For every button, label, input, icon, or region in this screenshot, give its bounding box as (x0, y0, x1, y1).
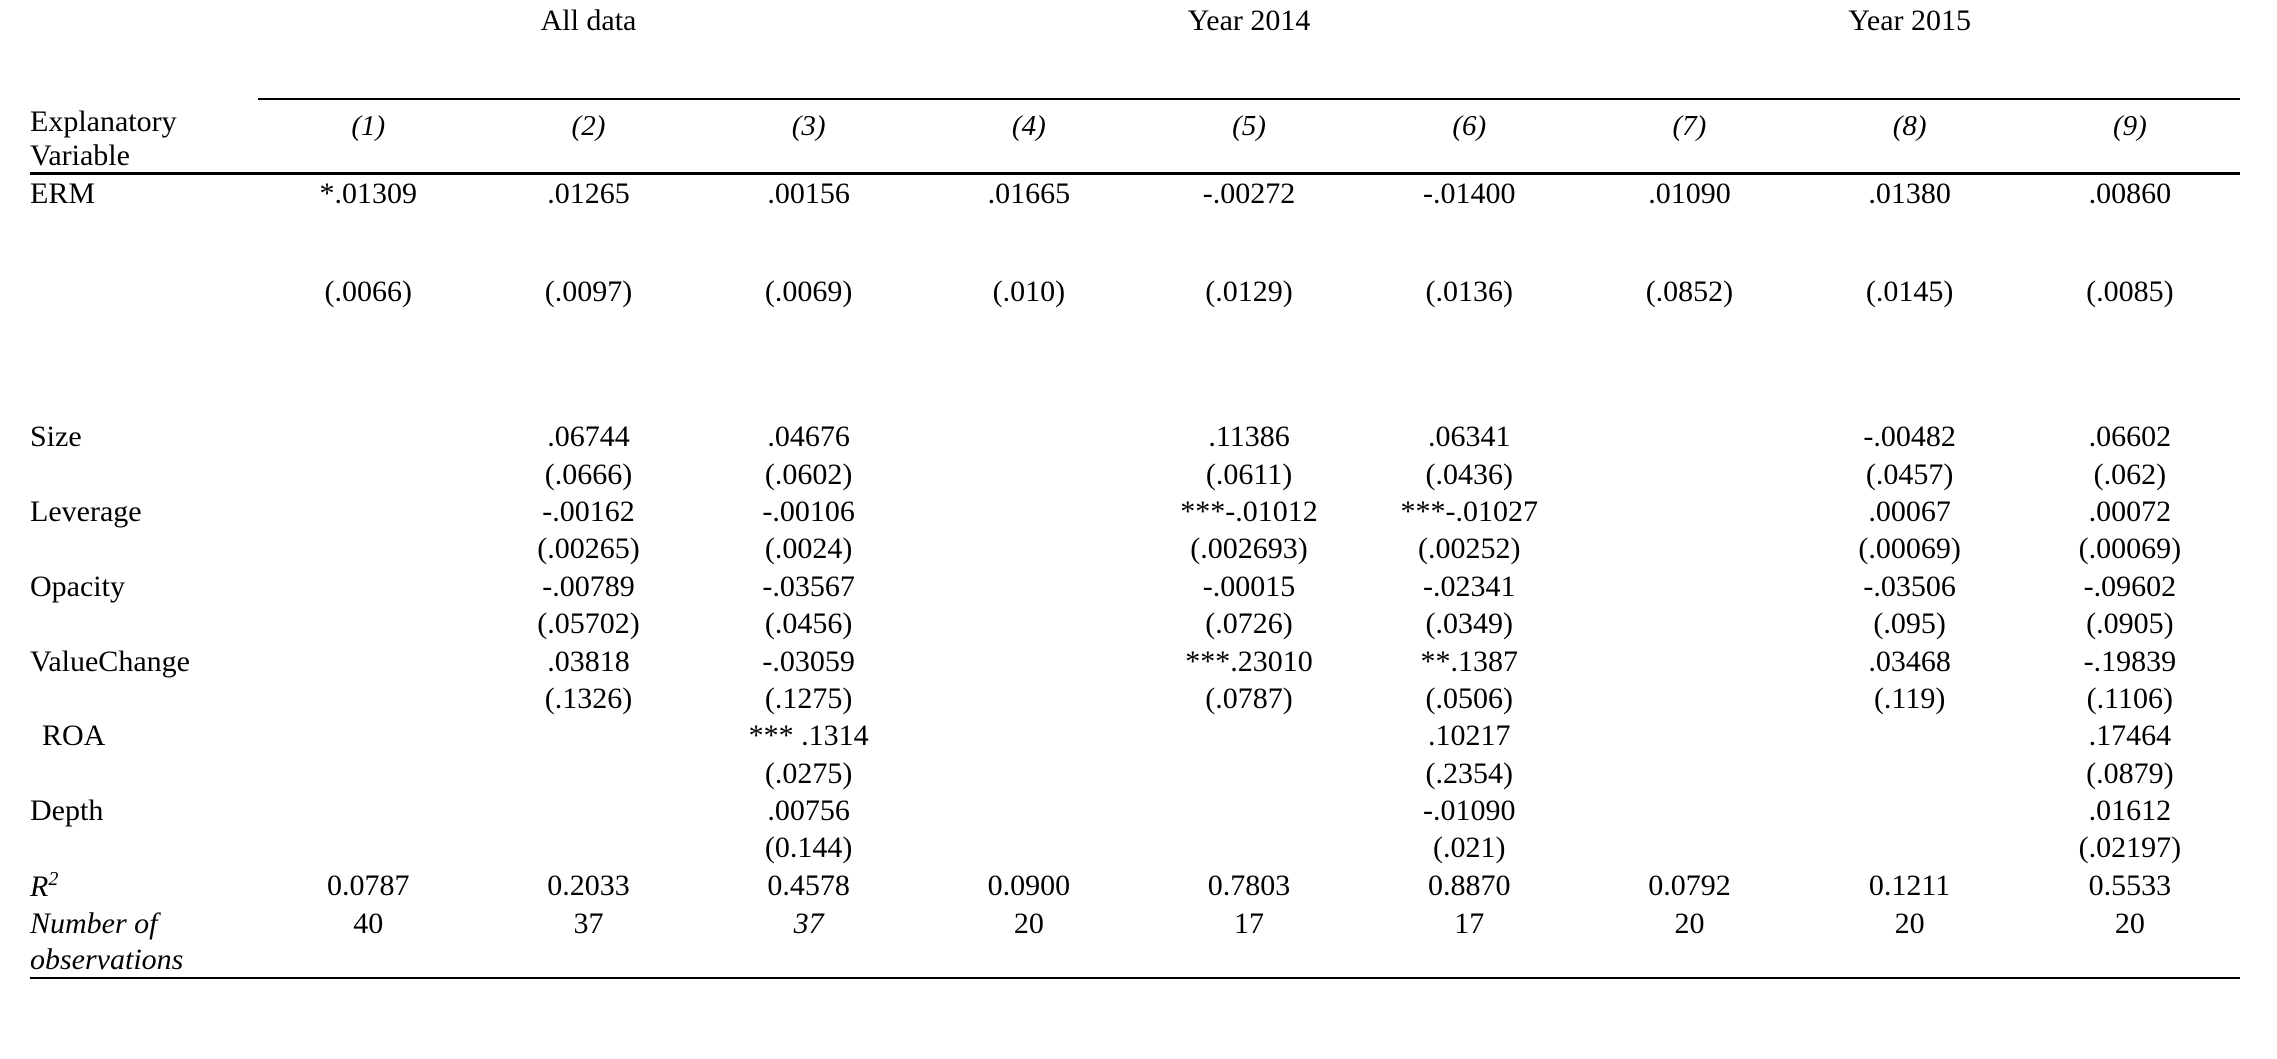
leverage-se-9: (.00069) (2078, 532, 2182, 566)
roa-coef-8 (1800, 716, 2020, 753)
column-number-9: (9) (2112, 110, 2147, 142)
row-label-erm: ERM (30, 177, 96, 211)
spacer-row (30, 58, 2240, 98)
nobs-label-line2: observations (30, 942, 184, 976)
depth-coef-4 (919, 791, 1139, 828)
nobs-3: 37 (793, 907, 824, 941)
explanatory-variable-header-line1: Explanatory (30, 105, 177, 138)
table-row (30, 866, 2240, 904)
leverage-se-2: (.00265) (537, 532, 640, 566)
size-se-9: (.062) (2093, 457, 2167, 491)
size-coef-8: -.00482 (1863, 420, 1956, 454)
nobs-7: 20 (1674, 907, 1705, 941)
spacer-row (30, 371, 2240, 417)
row-label-size-se (30, 455, 258, 492)
opacity-coef-5: -.00015 (1202, 569, 1296, 603)
erm-se-7: (.0852) (1645, 275, 1734, 309)
roa-se-3: (.0275) (764, 756, 853, 790)
row-label-depth-se (30, 828, 258, 865)
nobs-5: 17 (1234, 907, 1265, 941)
opacity-se-8: (.095) (1873, 607, 1946, 641)
r-squared-1: 0.0787 (327, 868, 410, 902)
row-label-roa-se (30, 754, 258, 791)
opacity-coef-7 (1579, 567, 1799, 604)
r-squared-letter: R (30, 869, 49, 903)
row-label-roa: ROA (42, 719, 106, 753)
leverage-coef-9: .00072 (2088, 494, 2172, 528)
table-row (30, 754, 2240, 791)
valuechange-coef-5: ***.23010 (1185, 644, 1313, 678)
valuechange-se-5: (.0787) (1205, 681, 1293, 715)
table-row (30, 604, 2240, 641)
table-row (30, 174, 2240, 274)
leverage-se-1 (258, 529, 478, 566)
row-label-r-squared (30, 866, 258, 904)
table-row (30, 828, 2240, 865)
erm-se-2: (.0097) (544, 275, 633, 309)
r-squared-6: 0.8870 (1427, 868, 1511, 902)
row-label-number-of-observations (30, 904, 258, 978)
nobs-8: 20 (1894, 907, 1925, 941)
opacity-se-4 (919, 604, 1139, 641)
r-squared-3: 0.4578 (767, 868, 850, 902)
table-row (30, 273, 2240, 371)
column-number-5: (5) (1232, 110, 1266, 142)
roa-coef-4 (919, 716, 1139, 753)
valuechange-coef-3: -.03059 (762, 644, 855, 678)
depth-se-8 (1800, 828, 2020, 865)
roa-se-5 (1139, 754, 1359, 791)
column-number-3: (3) (791, 110, 826, 142)
opacity-coef-4 (919, 567, 1139, 604)
leverage-coef-2: -.00162 (542, 494, 635, 528)
table-row (30, 642, 2240, 679)
roa-coef-6: .10217 (1427, 719, 1511, 753)
erm-se-4: (.010) (992, 275, 1066, 309)
opacity-se-1 (258, 604, 478, 641)
size-se-8: (.0457) (1865, 457, 1954, 491)
group-header-year-2014: Year 2014 (1187, 4, 1311, 37)
row-label-leverage-se (30, 529, 258, 566)
valuechange-se-4 (919, 679, 1139, 716)
leverage-coef-6: ***-.01027 (1400, 494, 1538, 528)
valuechange-se-3: (.1275) (764, 681, 853, 715)
depth-coef-7 (1579, 791, 1799, 828)
depth-se-5 (1139, 828, 1359, 865)
opacity-coef-3: -.03567 (762, 569, 855, 603)
nobs-label-line1: Number of (30, 907, 158, 941)
nobs-1: 40 (353, 907, 384, 941)
erm-se-3: (.0069) (764, 275, 853, 309)
erm-coef-1: *.01309 (319, 177, 418, 211)
erm-coef-7: .01090 (1648, 177, 1731, 211)
size-se-6: (.0436) (1425, 457, 1513, 491)
depth-coef-8 (1800, 791, 2020, 828)
size-coef-9: .06602 (2088, 420, 2172, 454)
valuechange-se-2: (.1326) (544, 681, 633, 715)
opacity-se-3: (.0456) (764, 607, 853, 641)
leverage-se-8: (.00069) (1858, 532, 1961, 566)
table-row (30, 791, 2240, 828)
column-number-row (30, 99, 2240, 172)
rule-line (30, 978, 2240, 1007)
column-number-4: (4) (1011, 110, 1046, 142)
roa-coef-7 (1579, 716, 1799, 753)
r-squared-5: 0.7803 (1207, 868, 1291, 902)
r-squared-9: 0.5533 (2088, 868, 2172, 902)
valuechange-se-8: (.119) (1873, 681, 1946, 715)
depth-se-6: (.021) (1432, 831, 1506, 865)
size-coef-3: .04676 (767, 420, 850, 454)
valuechange-se-1 (258, 679, 478, 716)
opacity-se-7 (1579, 604, 1799, 641)
roa-coef-5 (1139, 716, 1359, 753)
r-squared-2: 0.2033 (547, 868, 630, 902)
nobs-6: 17 (1454, 907, 1485, 941)
roa-coef-3: *** .1314 (748, 719, 869, 753)
table-row (30, 716, 2240, 753)
valuechange-coef-2: .03818 (547, 644, 630, 678)
nobs-4: 20 (1013, 907, 1044, 941)
roa-se-4 (919, 754, 1139, 791)
table-row (30, 904, 2240, 978)
erm-se-9: (.0085) (2086, 275, 2174, 309)
opacity-coef-1 (258, 567, 478, 604)
roa-se-6: (.2354) (1425, 756, 1513, 790)
row-label-depth: Depth (30, 794, 104, 828)
depth-coef-5 (1139, 791, 1359, 828)
depth-se-2 (478, 828, 698, 865)
size-se-2: (.0666) (544, 457, 633, 491)
depth-se-3: (0.144) (764, 831, 853, 865)
leverage-coef-3: -.00106 (762, 494, 855, 528)
valuechange-coef-9: -.19839 (2083, 644, 2177, 678)
group-header-row (30, 0, 2240, 58)
roa-coef-9: .17464 (2088, 719, 2172, 753)
roa-se-7 (1579, 754, 1799, 791)
valuechange-coef-6: **.1387 (1420, 644, 1518, 678)
roa-se-2 (478, 754, 698, 791)
explanatory-variable-header-line2: Variable (30, 138, 130, 172)
leverage-coef-1 (258, 492, 478, 529)
r-squared-4: 0.0900 (987, 868, 1071, 902)
erm-coef-4: .01665 (987, 177, 1071, 211)
opacity-se-6: (.0349) (1425, 607, 1513, 641)
table-row (30, 529, 2240, 566)
regression-table (30, 0, 2240, 1007)
row-label-erm-se (30, 273, 258, 371)
size-se-3: (.0602) (764, 457, 853, 491)
depth-coef-2 (478, 791, 698, 828)
erm-se-5: (.0129) (1205, 275, 1293, 309)
depth-se-7 (1579, 828, 1799, 865)
size-coef-4 (919, 417, 1139, 454)
table-row (30, 492, 2240, 529)
leverage-se-4 (919, 529, 1139, 566)
column-number-8: (8) (1892, 110, 1927, 142)
opacity-coef-2: -.00789 (542, 569, 635, 603)
valuechange-coef-4 (919, 642, 1139, 679)
size-coef-6: .06341 (1427, 420, 1511, 454)
row-label-size: Size (30, 420, 82, 454)
size-coef-2: .06744 (547, 420, 630, 454)
column-number-7: (7) (1672, 110, 1707, 142)
depth-coef-9: .01612 (2088, 794, 2172, 828)
leverage-coef-5: ***-.01012 (1180, 494, 1318, 528)
leverage-coef-7 (1579, 492, 1799, 529)
group-header-blank (30, 0, 258, 58)
size-coef-1 (258, 417, 478, 454)
roa-coef-2 (478, 716, 698, 753)
row-label-valuechange-se (30, 679, 258, 716)
table-row (30, 417, 2240, 454)
size-se-1 (258, 455, 478, 492)
opacity-coef-9: -.09602 (2083, 569, 2177, 603)
roa-coef-1 (258, 716, 478, 753)
spacer-cell (30, 58, 258, 98)
valuechange-se-6: (.0506) (1425, 681, 1513, 715)
opacity-coef-8: -.03506 (1863, 569, 1956, 603)
size-se-4 (919, 455, 1139, 492)
erm-coef-3: .00156 (767, 177, 850, 211)
column-number-1: (1) (351, 110, 386, 142)
spacer-cell (30, 371, 2240, 417)
size-se-5: (.0611) (1205, 457, 1293, 491)
r-squared-exponent: 2 (48, 867, 59, 890)
depth-se-4 (919, 828, 1139, 865)
depth-se-1 (258, 828, 478, 865)
opacity-se-9: (.0905) (2086, 607, 2174, 641)
leverage-se-6: (.00252) (1417, 532, 1521, 566)
r-squared-8: 0.1211 (1868, 868, 1951, 902)
r-squared-7: 0.0792 (1648, 868, 1731, 902)
size-coef-5: .11386 (1208, 420, 1290, 454)
valuechange-coef-8: .03468 (1868, 644, 1951, 678)
opacity-se-2: (.05702) (537, 607, 640, 641)
leverage-coef-8: .00067 (1868, 494, 1951, 528)
spacer-cell (258, 58, 2240, 98)
valuechange-se-7 (1579, 679, 1799, 716)
depth-coef-6: -.01090 (1422, 794, 1516, 828)
depth-coef-3: .00756 (767, 794, 850, 828)
erm-coef-2: .01265 (547, 177, 630, 211)
row-label-opacity: Opacity (30, 569, 125, 603)
erm-se-6: (.0136) (1425, 275, 1513, 309)
table-row (30, 455, 2240, 492)
valuechange-se-9: (.1106) (2086, 681, 2174, 715)
group-header-all-data: All data (540, 4, 637, 37)
roa-se-8 (1800, 754, 2020, 791)
nobs-9: 20 (2114, 907, 2145, 941)
size-coef-7 (1579, 417, 1799, 454)
erm-coef-5: -.00272 (1202, 177, 1296, 211)
erm-coef-9: .00860 (2088, 177, 2172, 211)
opacity-se-5: (.0726) (1205, 607, 1293, 641)
depth-se-9: (.02197) (2078, 831, 2182, 865)
table-row (30, 679, 2240, 716)
depth-coef-1 (258, 791, 478, 828)
roa-se-1 (258, 754, 478, 791)
row-label-opacity-se (30, 604, 258, 641)
size-se-7 (1579, 455, 1799, 492)
erm-coef-8: .01380 (1868, 177, 1951, 211)
valuechange-coef-1 (258, 642, 478, 679)
erm-coef-6: -.01400 (1422, 177, 1516, 211)
group-header-year-2015: Year 2015 (1848, 4, 1972, 37)
explanatory-variable-header (30, 99, 258, 172)
row-label-leverage: Leverage (30, 494, 142, 528)
table-row (30, 567, 2240, 604)
erm-se-8: (.0145) (1865, 275, 1954, 309)
leverage-se-3: (.0024) (764, 532, 853, 566)
rule-bottom (30, 978, 2240, 1007)
leverage-se-5: (.002693) (1190, 532, 1308, 566)
opacity-coef-6: -.02341 (1422, 569, 1516, 603)
erm-se-1: (.0066) (324, 275, 413, 309)
leverage-coef-4 (919, 492, 1139, 529)
nobs-2: 37 (573, 907, 604, 941)
roa-se-9: (.0879) (2086, 756, 2174, 790)
column-number-6: (6) (1452, 110, 1487, 142)
leverage-se-7 (1579, 529, 1799, 566)
valuechange-coef-7 (1579, 642, 1799, 679)
row-label-valuechange: ValueChange (30, 644, 190, 678)
column-number-2: (2) (571, 110, 606, 142)
